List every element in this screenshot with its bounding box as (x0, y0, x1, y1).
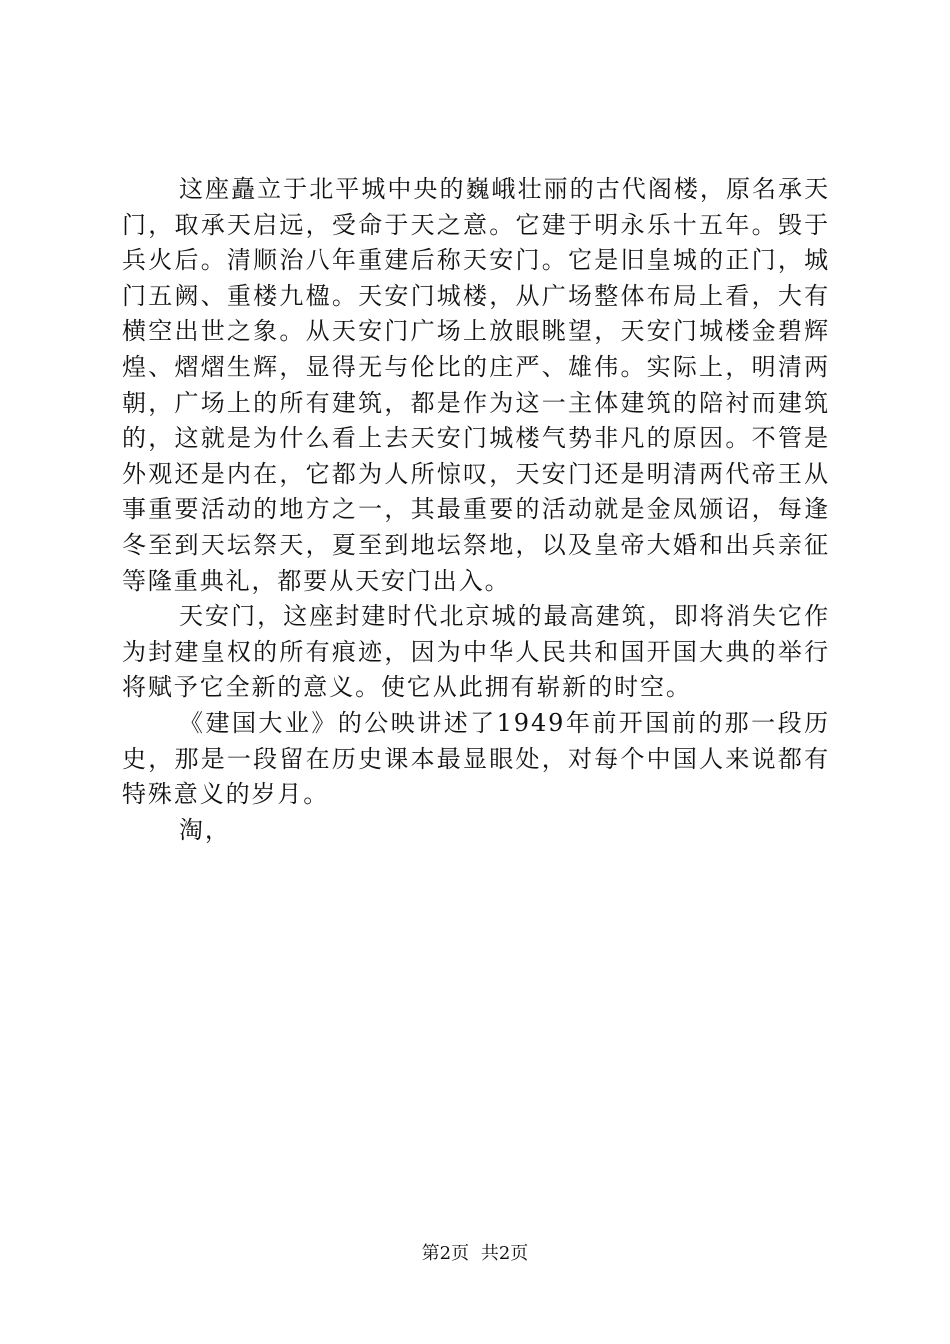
paragraph-4: 淘， (179, 815, 231, 844)
page-total: 共2页 (480, 1243, 529, 1264)
page-number: 第2页 (421, 1243, 470, 1264)
page-footer (0, 1242, 950, 1266)
paragraph-1: 这座矗立于北平城中央的巍峨壮丽的古代阁楼，原名承天门，取承天启远，受命于天之意。它建于明永乐十五年。毁于兵火后。清顺治八年重建后称天安门。它是旧皇城的正门，城门五阙、重楼九楹。天安门城楼，从广场整体布局上看，大有横空出世之象。从天安门广场上放眼眺望，天安门城楼金碧辉煌、熠熠生辉，显得无与伦比的庄严、雄伟。实际上，明清两朝，广场上的所有建筑，都是作为这一主体建筑的陪衬而建筑的，这就是为什么看上去天安门城楼气势非凡的原因。不管是外观还是内在，它都为人所惊叹，天安门还是明清两代帝王从事重要活动的地方之一，其最重要的活动就是金凤颁诏，每逢冬至到天坛祭天，夏至到地坛祭地，以及皇帝大婚和出兵亲征等隆重典礼，都要从天安门出入。 (122, 175, 830, 595)
document-body (122, 172, 830, 848)
paragraph-3: 《建国大业》的公映讲述了1949年前开国前的那一段历史，那是一段留在历史课本最显眼处，对每个中国人来说都有特殊意义的岁月。 (122, 708, 830, 809)
paragraph-2: 天安门，这座封建时代北京城的最高建筑，即将消失它作为封建皇权的所有痕迹，因为中华人民共和国开国大典的举行将赋予它全新的意义。使它从此拥有崭新的时空。 (122, 602, 830, 702)
